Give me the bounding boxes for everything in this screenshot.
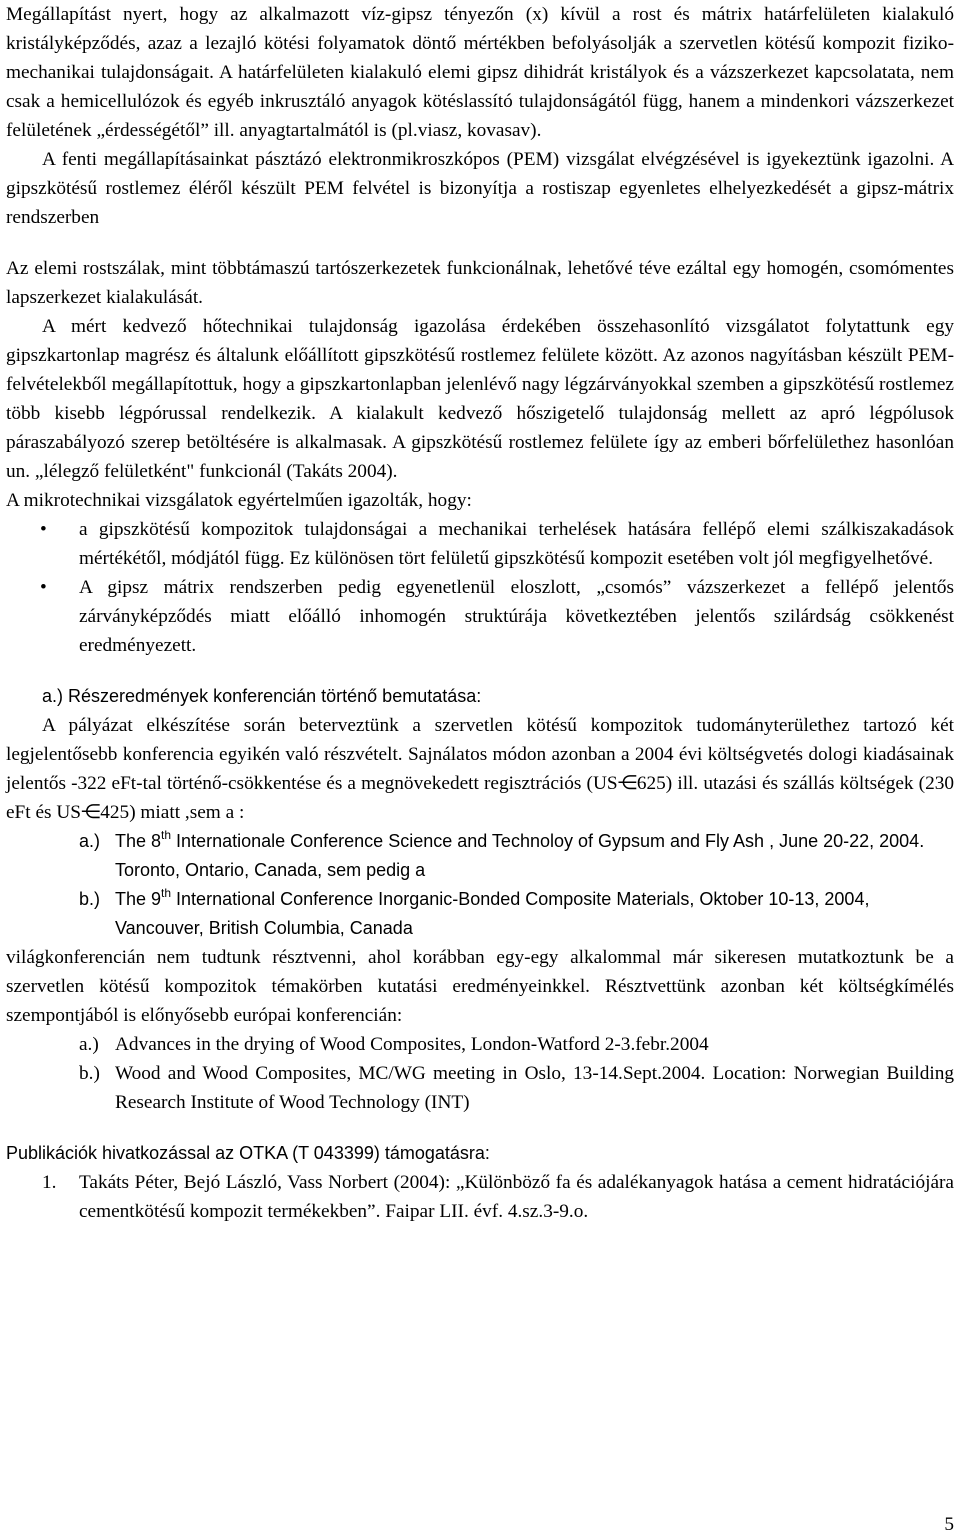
paragraph-pem-intro: A fenti megállapításainkat pásztázó elektronmikroszkópos (PEM) vizsgálat elvégzésével is igyekeztünk igazolni. A gipszkötésű rostlemez éléről készült PEM felvétel is bizonyítja a rostiszap egyenletes elhelyezkedését a gipsz-mátrix rendszerben — [6, 149, 954, 228]
spacer — [6, 660, 954, 682]
conference-text-post: Internationale Conference Science and Technoloy of Gypsum and Fly Ash , June 20-22, 2004. Toronto, Ontario, Canada, sem pedig a — [115, 831, 925, 880]
publication-number: 1. — [42, 1172, 57, 1193]
bullet-text: a gipszkötésű kompozitok tulajdonságai a mechanikai terhelések hatására fellépő elemi szálkiszakadások mértékétől, módjától függ. Ez különösen tört felületű gipszkötésű kompozit esetében volt jól megfigyelhetővé. — [79, 519, 954, 569]
conference-text-pre: The 9 — [115, 889, 162, 909]
bullet-item — [6, 573, 954, 660]
paragraph-world-conference: világkonferencián nem tudtunk résztvenni, ahol korábban egy-egy alkalommal már sikeresen mutatkoztunk be a szervetlen kötésű kompozitok témakörben kutatási eredményeinkkel. Résztvettünk azonban két költségkímélés szempontjából is előnyősebb európai konferencián: — [6, 947, 954, 1026]
conference-text-post: International Conference Inorganic-Bonded Composite Materials, Oktober 10-13, 2004, Vancouver, British Columbia, Canada — [115, 889, 870, 938]
european-conference-text: Wood and Wood Composites, MC/WG meeting in Oslo, 13-14.Sept.2004. Location: Norwegian Building Research Institute of Wood Technology (INT) — [115, 1063, 954, 1113]
section-heading-conference: a.) Részeredmények konferencián történő bemutatása: — [42, 686, 482, 706]
ordinal-suffix: th — [161, 828, 172, 842]
european-conference-label: a.) — [79, 1034, 99, 1055]
bullet-icon: • — [40, 519, 47, 540]
conference-label: a.) — [79, 831, 101, 851]
paragraph-fiber-structure: Az elemi rostszálak, mint többtámaszú tartószerkezetek funkcionálnak, lehetővé téve ezáltal egy homogén, csomómentes lapszerkezet kialakulását. — [6, 258, 954, 308]
ordinal-suffix: th — [161, 886, 172, 900]
european-conference-item — [6, 1030, 954, 1059]
publication-text: Takáts Péter, Bejó László, Vass Norbert (2004): „Különböző fa és adalékanyagok hatása a cement hidratációjára cementkötésű kompozit termékekben”. Faipar LII. évf. 4.sz.3-9.o. — [79, 1172, 954, 1222]
conference-item — [6, 885, 954, 943]
european-conference-text: Advances in the drying of Wood Composites, London-Watford 2-3.febr.2004 — [115, 1034, 709, 1055]
conference-item — [6, 827, 954, 885]
european-conference-label: b.) — [79, 1063, 100, 1084]
bullet-text: A gipsz mátrix rendszerben pedig egyenetlenül eloszlott, „csomós” vázszerkezet a fellépő jelentős zárványképződés miatt előálló inhomogén struktúrája következtében jelentős szilárdság csökkenést eredményezett. — [79, 577, 954, 656]
conference-text-pre: The 8 — [115, 831, 162, 851]
paragraph-conference-budget: A pályázat elkészítése során beterveztünk a szervetlen kötésű kompozitok tudományterülethez tartozó két legjelentősebb konferencia egyikén való részvételt. Sajnálatos módon azonban a 2004 évi költségvetés dologi kiadásainak jelentős -322 eFt-tal történő-csökkentése és a megnövekedett regisztrációs (US⋲625) ill. utazási és szállás költségek (230 eFt és US⋲425) miatt ,sem a : — [6, 715, 954, 823]
bullet-icon: • — [40, 577, 47, 598]
paragraph-thermal-properties: A mért kedvező hőtechnikai tulajdonság igazolása érdekében összehasonlító vizsgálatot folytattunk egy gipszkartonlap magrész és általunk előállított gipszkötésű rostlemez felülete között. Az azonos nagyításban készült PEM-felvételekből megállapítottuk, hogy a gipszkartonlapban jelenlévő nagy légzárványokkal szemben a gipszkötésű rostlemez több kisebb légpórussal rendelkezik. A kialakult kedvező hőszigetelő tulajdonság mellett az apró légpólusok páraszabályozó szerep betöltésére is alkalmasak. A gipszkötésű rostlemez felülete így az emberi bőrfelülethez hasonlóan un. „lélegző felületként" funkcionál (Takáts 2004). — [6, 316, 954, 482]
paragraph-microtechnical-intro: A mikrotechnikai vizsgálatok egyértelműen igazolták, hogy: — [6, 490, 472, 511]
publications-heading: Publikációk hivatkozással az OTKA (T 043399) támogatásra: — [6, 1143, 490, 1163]
bullet-item — [6, 515, 954, 573]
conference-label: b.) — [79, 889, 101, 909]
publication-item — [6, 1168, 954, 1226]
paragraph-crystal-formation: Megállapítást nyert, hogy az alkalmazott víz-gipsz tényezőn (x) kívül a rost és mátrix határfelületen kialakuló kristályképződés, azaz a lezajló kötési folyamatok döntő mértékben befolyásolják a szervetlen kötésű kompozit fiziko-mechanikai tulajdonságait. A határfelületen kialakuló elemi gipsz dihidrát kristályok és a vázszerkezet kapcsolatata, nem csak a hemicellulózok és egyéb inkrusztáló anyagok kötéslassító tulajdonságától függ, hanem a mindenkori vázszerkezet felületének „érdességétől” ill. anyagtartalmától is (pl.viasz, kovasav). — [6, 4, 954, 141]
spacer — [6, 1117, 954, 1139]
page-number: 5 — [944, 1514, 954, 1535]
spacer — [6, 232, 954, 254]
european-conference-item — [6, 1059, 954, 1117]
